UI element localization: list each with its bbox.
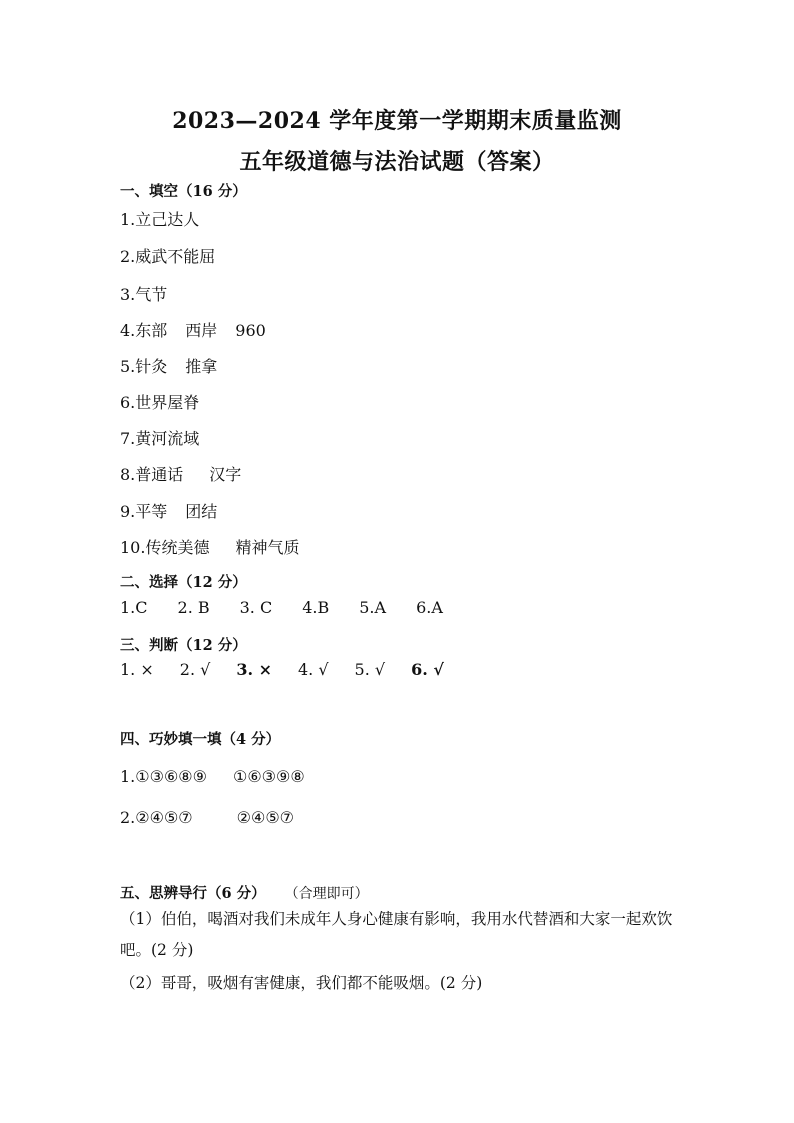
document-subtitle: 五年级道德与法治试题（答案） [239,149,555,175]
list-item: 10.传统美德 精神气质 [120,538,300,557]
list-item: 5.针灸 推拿 [120,357,218,376]
list-item: 2.威武不能屈 [120,247,216,266]
list-item: 8.普通话 汉字 [120,465,242,484]
section-heading-choice: 二、选择（12 分） [120,574,247,591]
section-heading-judge: 三、判断（12 分） [120,637,247,654]
list-item: 1.立己达人 [120,210,200,229]
choice-answers: 1.C 2. B 3. C 4.B 5.A 6.A [120,598,443,617]
list-item: 6.世界屋脊 [120,393,200,412]
list-item: 4.东部 西岸 960 [120,321,266,340]
document-title: 2023—2024 学年度第一学期期末质量监测 [172,108,622,134]
section-heading-fill-in: 四、巧妙填一填（4 分） [120,731,281,748]
judge-answers: 1. × 2. √ 3. × 4. √ 5. √ 6. √ [120,660,444,679]
list-item: 3.气节 [120,285,168,304]
list-item: 1.①③⑥⑧⑨ ①⑥③⑨⑧ [120,767,305,786]
list-item: 2.②④⑤⑦ ②④⑤⑦ [120,808,295,827]
section-heading-reasoning: 五、思辨导行（6 分） （合理即可） [120,885,369,902]
answer-paragraph-1: （1）伯伯，喝酒对我们未成年人身心健康有影响，我用水代替酒和大家一起欢饮吧。(2 分) [120,910,673,959]
section-heading-fill-blank: 一、填空（16 分） [120,183,247,200]
scoring-note: （合理即可） [291,886,369,902]
list-item: 7.黄河流域 [120,429,200,448]
answer-paragraph-2: （2）哥哥，吸烟有害健康，我们都不能吸烟。(2 分) [120,974,483,992]
list-item: 9.平等 团结 [120,502,218,521]
